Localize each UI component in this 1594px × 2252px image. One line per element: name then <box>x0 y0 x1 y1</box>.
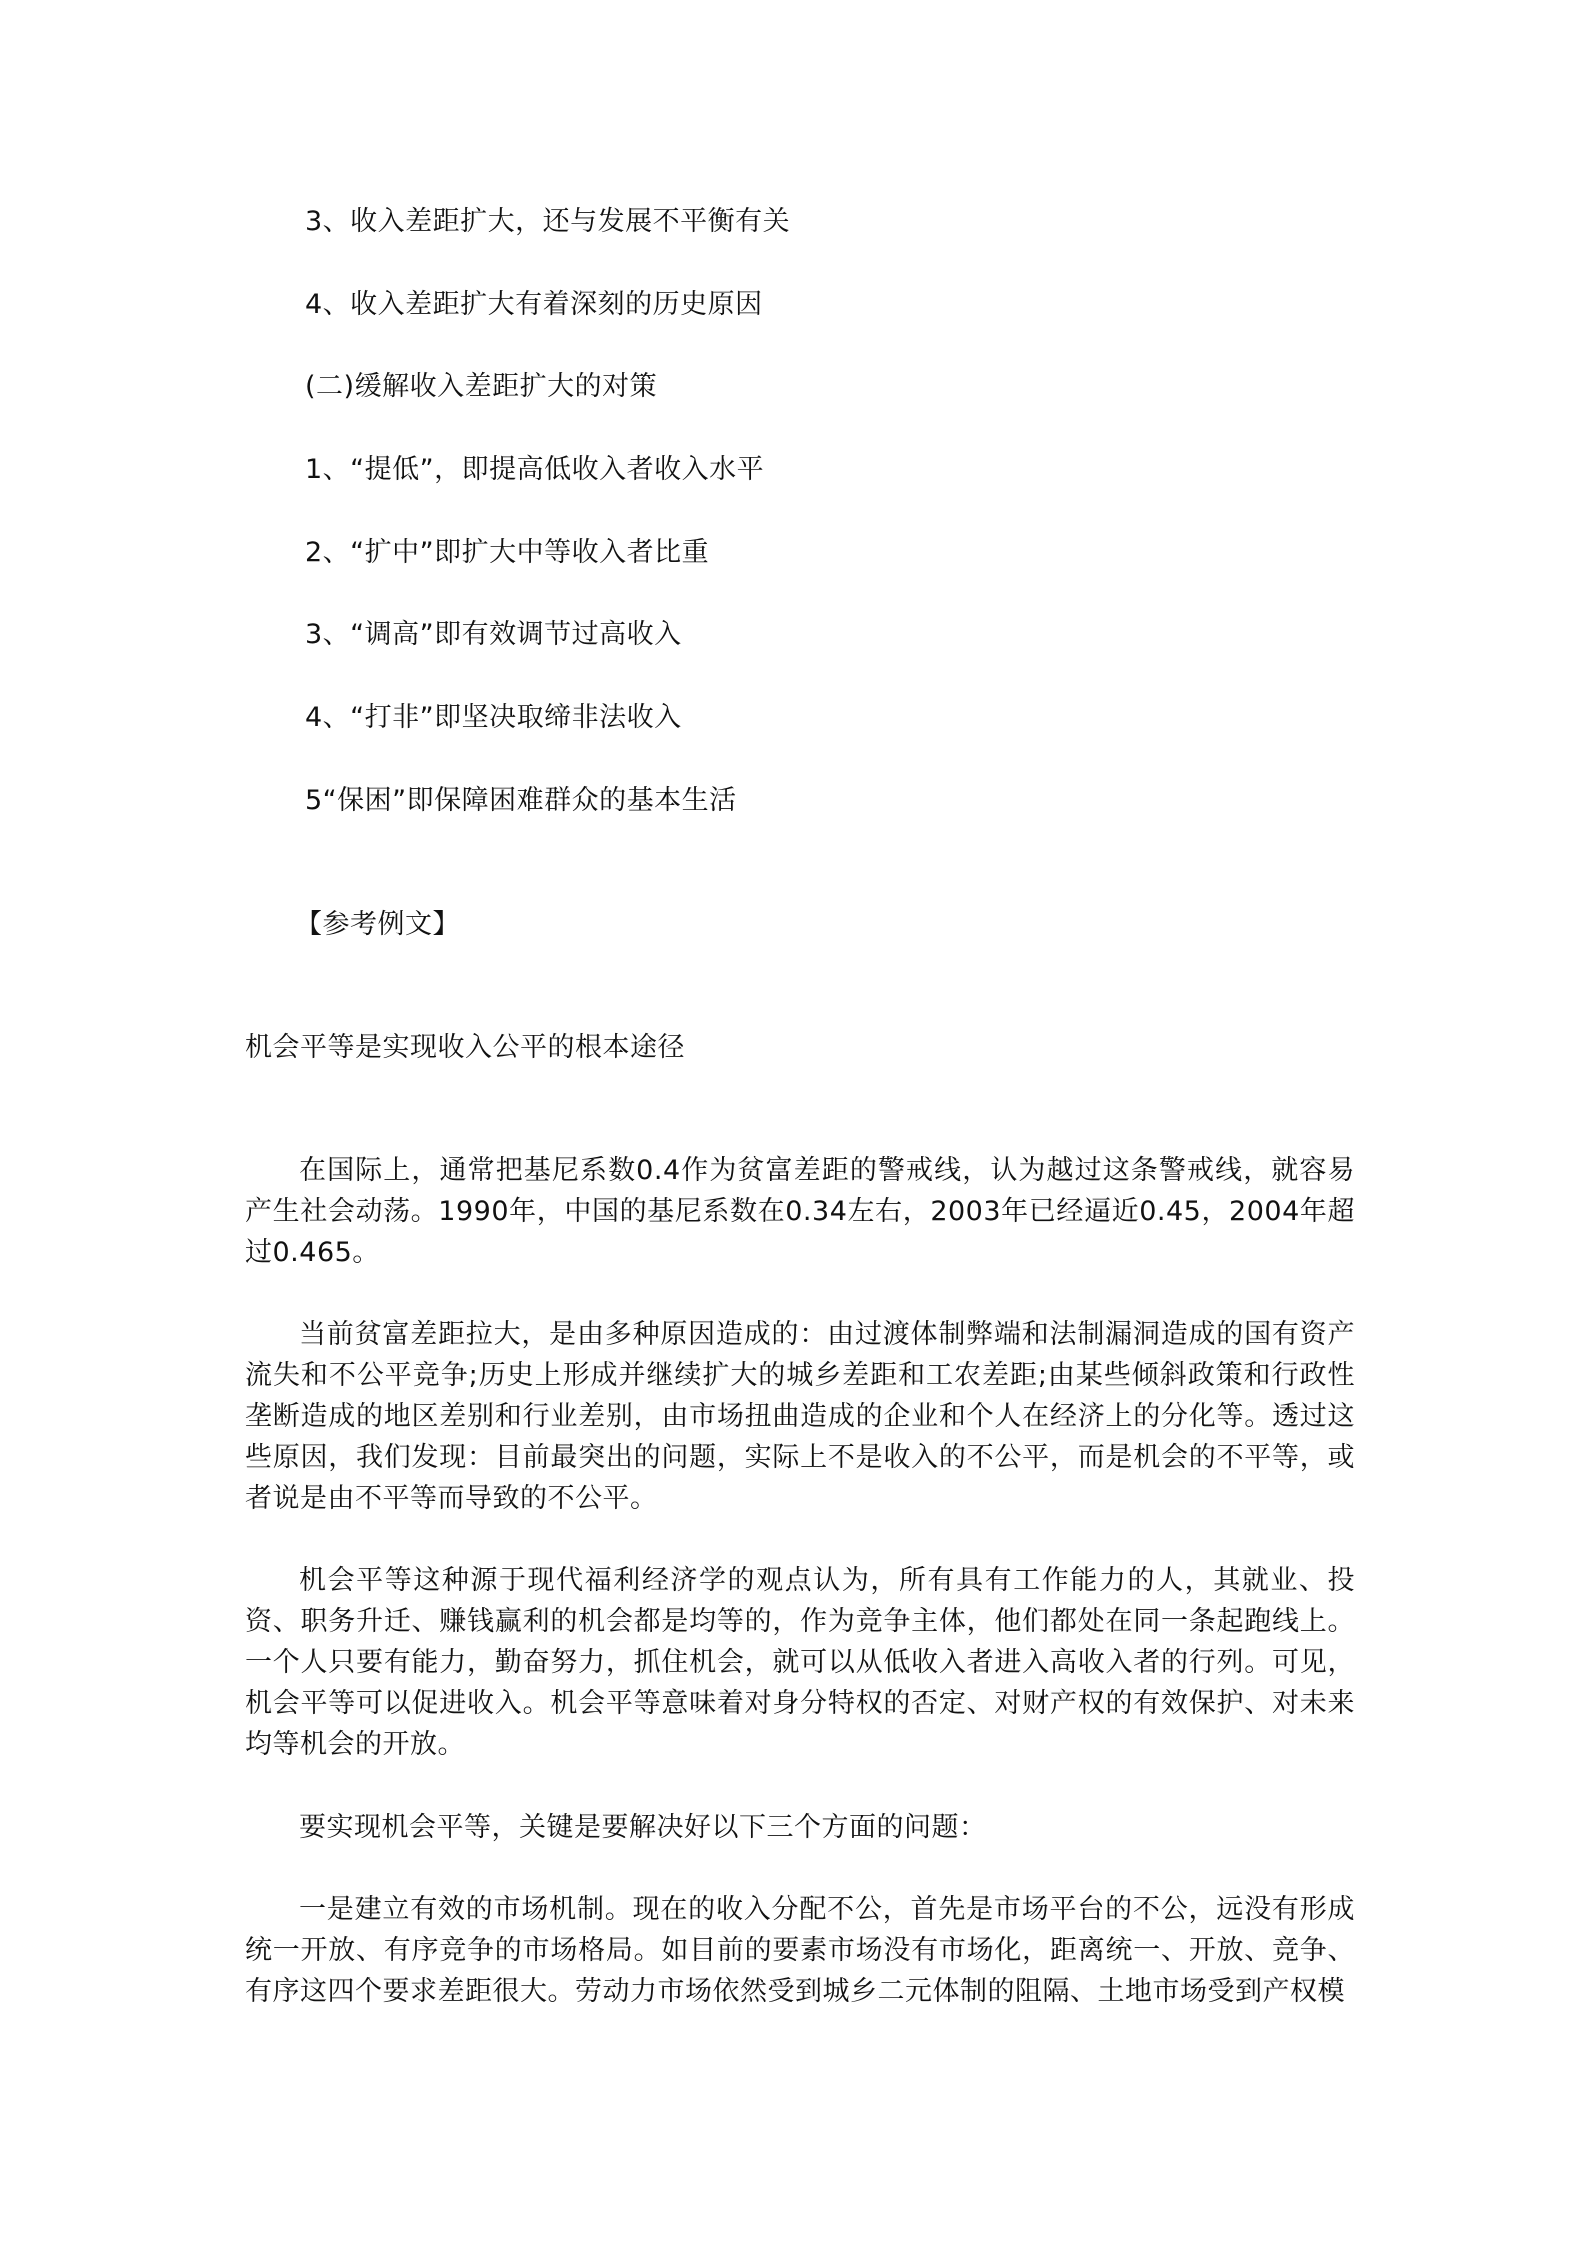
paragraph-text: 当前贫富差距拉大，是由多种原因造成的：由过渡体制弊端和法制漏洞造成的国有资产流失和不公平竞争;历史上形成并继续扩大的城乡差距和工农差距;由某些倾斜政策和行政性垄断造成的地区差别和行业差别，由市场扭曲造成的企业和个人在经济上的分化等。透过这些原因，我们发现：目前最突出的问题，实际上不是收入的不公平，而是机会的不平等，或者说是由不平等而导致的不公平。 <box>245 1319 1355 1514</box>
paragraph <box>245 1807 1355 1848</box>
list-item: 5“保困”即保障困难群众的基本生活 <box>305 785 737 816</box>
paragraph <box>245 1314 1355 1519</box>
paragraph-text: 在国际上，通常把基尼系数0.4作为贫富差距的警戒线，认为越过这条警戒线，就容易产生社会动荡。1990年，中国的基尼系数在0.34左右，2003年已经逼近0.45，2004年超过0.465。 <box>245 1155 1355 1268</box>
section-heading: (二)缓解收入差距扩大的对策 <box>305 371 658 402</box>
paragraph-text: 一是建立有效的市场机制。现在的收入分配不公，首先是市场平台的不公，远没有形成统一开放、有序竞争的市场格局。如目前的要素市场没有市场化，距离统一、开放、竞争、有序这四个要求差距很大。劳动力市场依然受到城乡二元体制的阻隔、土地市场受到产权模 <box>245 1894 1355 2007</box>
essay-title: 机会平等是实现收入公平的根本途径 <box>245 1032 685 1063</box>
paragraph-text: 机会平等这种源于现代福利经济学的观点认为，所有具有工作能力的人，其就业、投资、职务升迁、赚钱赢利的机会都是均等的，作为竞争主体，他们都处在同一条起跑线上。一个人只要有能力，勤奋努力，抓住机会，就可以从低收入者进入高收入者的行列。可见，机会平等可以促进收入。机会平等意味着对身分特权的否定、对财产权的有效保护、对未来均等机会的开放。 <box>245 1565 1355 1760</box>
paragraph-text: 要实现机会平等，关键是要解决好以下三个方面的问题： <box>299 1812 987 1843</box>
list-item: 2、“扩中”即扩大中等收入者比重 <box>305 537 710 568</box>
reference-heading: 【参考例文】 <box>295 909 460 940</box>
paragraph <box>245 1150 1355 1273</box>
paragraph <box>245 1560 1355 1765</box>
paragraph <box>245 1889 1355 2012</box>
list-item: 1、“提低”，即提高低收入者收入水平 <box>305 454 765 485</box>
list-item: 4、收入差距扩大有着深刻的历史原因 <box>305 289 763 320</box>
list-item: 3、“调高”即有效调节过高收入 <box>305 619 682 650</box>
list-item: 4、“打非”即坚决取缔非法收入 <box>305 702 682 733</box>
list-item: 3、收入差距扩大，还与发展不平衡有关 <box>305 206 791 237</box>
